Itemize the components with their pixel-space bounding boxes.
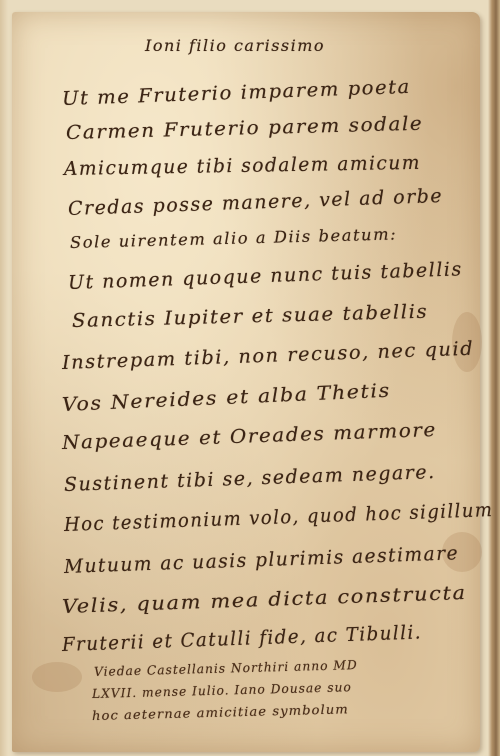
verse-line: Napeaeque et Oreades marmore	[61, 418, 438, 454]
colophon-line: Viedae Castellanis Northiri anno MD	[93, 657, 358, 679]
verse-line: Sustinent tibi se, sedeam negare.	[63, 461, 436, 496]
verse-line: Ut nomen quoque nunc tuis tabellis	[67, 258, 464, 294]
verse-line: Instrepam tibi, non recuso, nec quid	[61, 337, 475, 374]
verse-line: Amicumque tibi sodalem amicum	[63, 151, 422, 180]
verse-line: Vos Nereides et alba Thetis	[61, 379, 392, 416]
verse-line: Hoc testimonium volo, quod hoc sigillum	[63, 499, 494, 536]
verse-line: Mutuum ac uasis plurimis aestimare	[63, 542, 460, 578]
verse-line: Ut me Fruterio imparem poeta	[61, 75, 412, 110]
heading-line: Ioni filio carissimo	[145, 36, 326, 55]
verse-line: Fruterii et Catulli fide, ac Tibulli.	[61, 621, 423, 656]
colophon-line: hoc aeternae amicitiae symbolum	[91, 701, 349, 723]
verse-line: Credas posse manere, vel ad orbe	[67, 184, 444, 220]
foxing-stain	[32, 662, 82, 692]
verse-line: Velis, quam mea dicta constructa	[61, 581, 468, 618]
verse-line: Carmen Fruterio parem sodale	[65, 112, 424, 144]
colophon-line: LXVII. mense Iulio. Iano Dousae suo	[91, 679, 352, 701]
verse-line: Sole uirentem alio a Diis beatum:	[69, 224, 398, 252]
verse-line: Sanctis Iupiter et suae tabellis	[71, 300, 429, 332]
